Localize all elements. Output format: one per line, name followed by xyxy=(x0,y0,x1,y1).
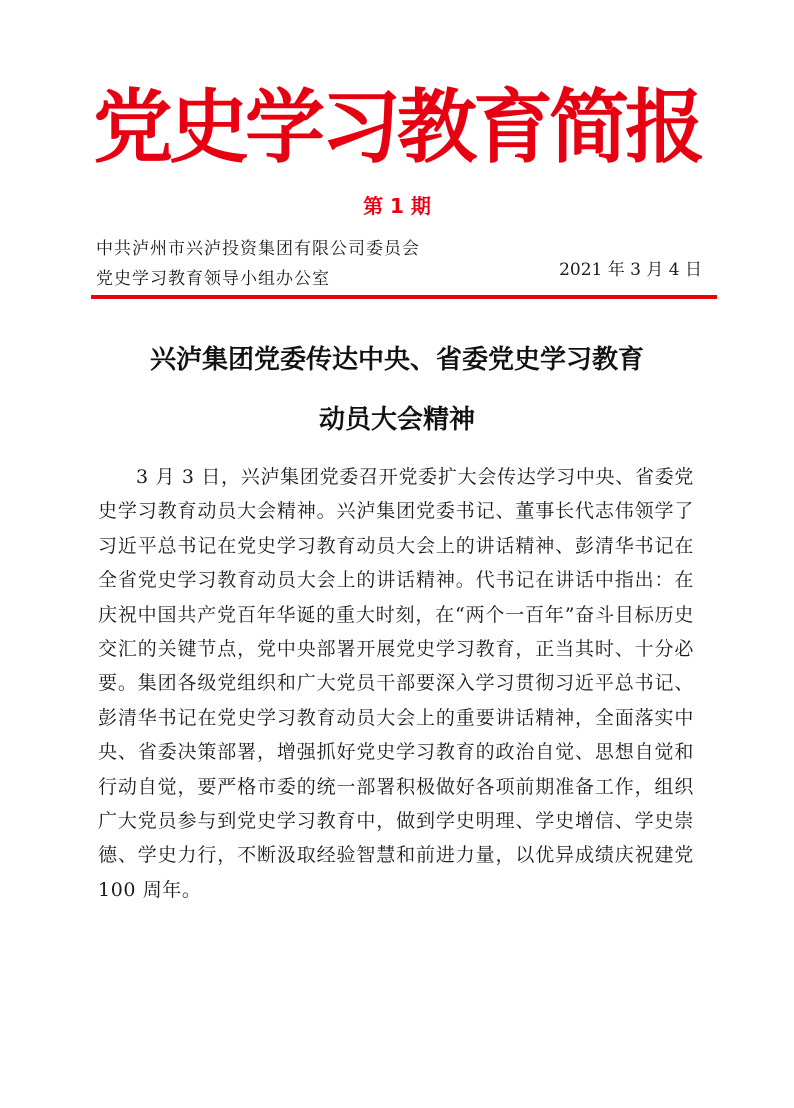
red-divider-line xyxy=(91,295,717,299)
office-name: 党史学习教育领导小组办公室 xyxy=(96,269,330,289)
article-headline xyxy=(80,330,714,450)
headline-line-1: 兴泸集团党委传达中央、省委党史学习教育 xyxy=(149,345,644,375)
issue-number: 第 1 期 xyxy=(363,194,431,218)
article-body: 3 月 3 日，兴泸集团党委召开党委扩大会传达学习中央、省委党史学习教育动员大会精神。兴泸集团党委书记、董事长代志伟领学了习近平总书记在党史学习教育动员大会上的讲话精神、彭清华书记在全省党史学习教育动员大会上的讲话精神。代书记在讲话中指出：在庆祝中国共产党百年华诞的重大时刻，在“两个一百年”奋斗目标历史交汇的关键节点，党中央部署开展党史学习教育，正当其时、十分必要。集团各级党组织和广大党员干部要深入学习贯彻习近平总书记、彭清华书记在党史学习教育动员大会上的重要讲话精神，全面落实中央、省委决策部署，增强抓好党史学习教育的政治自觉、思想自觉和行动自觉，要严格市委的统一部署积极做好各项前期准备工作，组织广大党员参与到党史学习教育中，做到学史明理、学史增信、学史崇德、学史力行，不断汲取经验智慧和前进力量，以优异成绩庆祝建党 100 周年。 xyxy=(98,466,694,901)
bulletin-title: 党史学习教育简报 xyxy=(93,81,701,174)
organization-name: 中共泸州市兴泸投资集团有限公司委员会 xyxy=(96,239,420,259)
issue-date: 2021 年 3 月 4 日 xyxy=(559,260,702,280)
issuing-organization xyxy=(96,234,420,294)
headline-line-2: 动员大会精神 xyxy=(318,405,475,435)
